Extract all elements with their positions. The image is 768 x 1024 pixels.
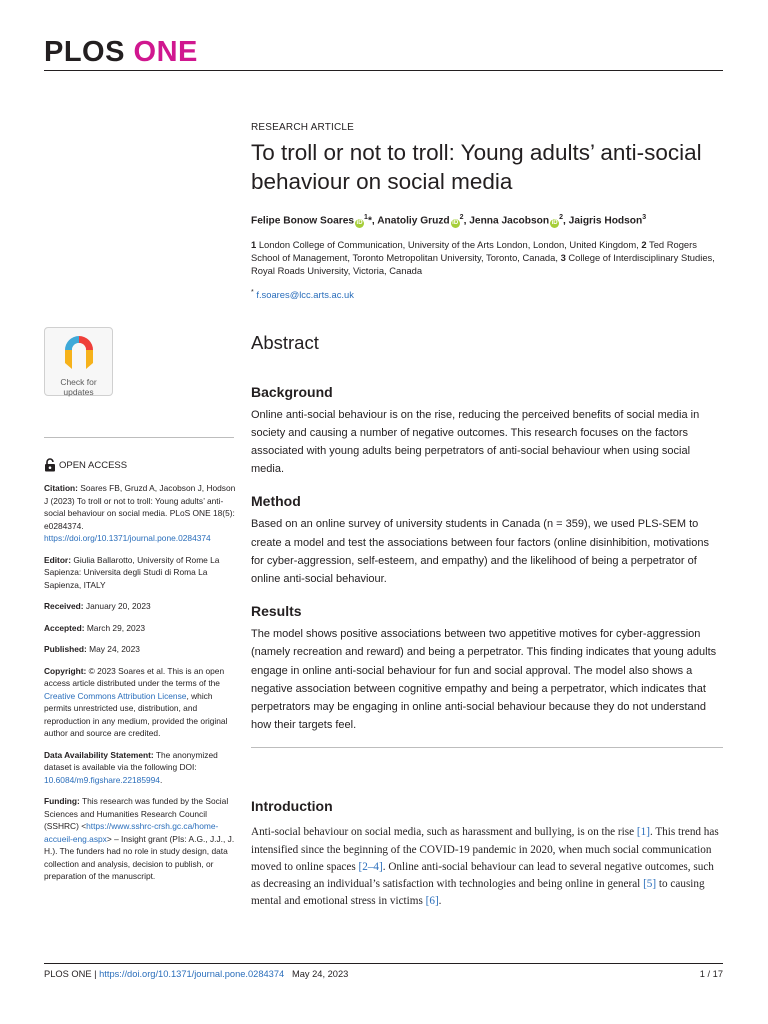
- footer-divider: [44, 963, 723, 964]
- reference-link[interactable]: [5]: [643, 877, 657, 890]
- data-availability-text: The anonymized dataset is available via the following DOI:: [44, 749, 218, 772]
- copyright-text: © 2023 Soares et al. This is an open access article distributed under the terms of the: [44, 665, 225, 688]
- author-affiliation-sup: 3: [642, 214, 647, 221]
- footer-doi-link[interactable]: https://doi.org/10.1371/journal.pone.0284374: [99, 969, 285, 979]
- header-divider: [44, 70, 723, 71]
- results-text: The model shows positive associations between two appetitive motives for cyber-aggression (namely recreation and reward) and being a perpetrator. This finding indicates that young adults engage in online anti-social behaviour for fun and social approval. The model also shows a negative association between cognitive empathy and being a perpetrator, which indicates that perpetrators may be engaging in online anti-social behaviour because they do not understand how their targets feel.: [251, 628, 717, 732]
- introduction-heading: Introduction: [251, 798, 333, 815]
- citation-doi-link[interactable]: https://doi.org/10.1371/journal.pone.0284374: [44, 533, 211, 543]
- author-name[interactable]: Anatoliy Gruzd: [377, 215, 450, 227]
- check-for-updates-button[interactable]: [44, 327, 113, 396]
- background-text: Online anti-social behaviour is on the rise, reducing the perceived benefits of social media in society and causing a number of negative outcomes. This research focuses on the factors associated with young adults being perpetrators of anti-social behaviour when using social media.: [251, 408, 700, 476]
- affiliation-number: 2: [641, 239, 647, 251]
- article-title: To troll or not to troll: Young adults’ anti-social behaviour on social media: [251, 140, 702, 194]
- footer-journal-name: PLOS ONE: [44, 969, 92, 979]
- check-label-line: Check for: [60, 377, 97, 387]
- affiliation-text: London College of Communication, University of the Arts London, London, United Kingdom,: [258, 239, 639, 251]
- author-affiliation-sup: 2: [459, 214, 464, 221]
- logo-one-text: ONE: [133, 36, 198, 68]
- affiliation-text: College of Interdisciplinary Studies, Royal Roads University, Victoria, Canada: [251, 252, 715, 277]
- footer-separator: |: [91, 969, 100, 979]
- journal-logo[interactable]: [44, 36, 198, 69]
- results-heading: Results: [251, 603, 302, 620]
- open-lock-icon: [44, 458, 56, 472]
- open-access-label: OPEN ACCESS: [59, 459, 128, 471]
- funding-text: This research was funded by the Social Sciences and Humanities Research Council (SSHRC) <: [44, 796, 229, 831]
- received-block: [44, 600, 236, 613]
- affiliation-number: 1: [251, 239, 257, 251]
- copyright-label: Copyright:: [44, 665, 87, 676]
- check-for-updates-label: [45, 377, 112, 397]
- crossmark-icon: [62, 333, 96, 371]
- orcid-icon[interactable]: iD: [356, 220, 363, 227]
- check-label-line: updates: [63, 387, 94, 397]
- main-column: [251, 118, 723, 910]
- published-block: [44, 643, 236, 656]
- received-date: January 20, 2023: [85, 601, 151, 611]
- funding-label: Funding:: [44, 796, 80, 806]
- sidebar-divider: [44, 437, 234, 438]
- article-metadata-sidebar: [44, 482, 236, 892]
- editor-text: Giulia Ballarotto, University of Rome La Sapienza: Universita degli Studi di Roma La Sapienza, ITALY: [44, 554, 220, 590]
- affiliations: [251, 238, 723, 277]
- intro-text-part: Anti-social behaviour on social media, such as harassment and bullying, is on the rise: [251, 826, 637, 839]
- citation-label: Citation:: [44, 483, 78, 493]
- method-heading: Method: [251, 493, 301, 510]
- orcid-icon[interactable]: iD: [551, 220, 558, 227]
- intro-text-part: .: [438, 895, 442, 908]
- dataset-doi-link[interactable]: 10.6084/m9.figshare.22185994: [44, 774, 160, 785]
- data-availability-block: [44, 749, 236, 787]
- background-heading: Background: [251, 383, 333, 400]
- accepted-date: March 29, 2023: [86, 622, 146, 633]
- funding-link[interactable]: https://www.sshrc-crsh.gc.ca/home-accueil-eng.aspx: [44, 821, 219, 844]
- method-text: Based on an online survey of university students in Canada (n = 359), we used PLS-SEM to create a model and test the associations between four factors (online disinhibition, motivations for cyber-aggression, self-esteem, and empathy) and the likelihood of being a perpetrator of online anti-social behaviour.: [251, 518, 709, 585]
- editor-label: Editor:: [44, 554, 71, 565]
- corresponding-email-link[interactable]: f.soares@lcc.arts.ac.uk: [256, 289, 354, 301]
- copyright-block: [44, 665, 236, 740]
- introduction-paragraph: [251, 824, 723, 910]
- funding-text: > – Insight grant (PIs: A.G., J.J., J. H.). The funders had no role in study design, data collection and analysis, decision to publish, or preparation of the manuscript.: [44, 833, 235, 881]
- abstract-divider: [251, 747, 723, 748]
- intro-text-part: to causing mental and emotional stress in victims: [251, 877, 705, 908]
- corresponding-email-line: [251, 289, 723, 300]
- published-date: May 24, 2023: [89, 644, 140, 654]
- license-link[interactable]: Creative Commons Attribution License: [44, 690, 187, 701]
- author-name[interactable]: Jenna Jacobson: [469, 215, 550, 227]
- orcid-icon[interactable]: iD: [452, 220, 459, 227]
- funding-block: [44, 795, 236, 883]
- corresponding-mark: *: [251, 289, 254, 297]
- editor-block: [44, 554, 236, 592]
- accepted-label: Accepted:: [44, 622, 85, 633]
- corresponding-author-mark: *: [367, 215, 372, 227]
- citation-text: Soares FB, Gruzd A, Jacobson J, Hodson J (2023) To troll or not to troll: Young adults’ anti-social behaviour on social media. PLoS ONE 18(5): e0284374.: [44, 483, 236, 531]
- article-type: RESEARCH ARTICLE: [251, 122, 355, 133]
- author-name[interactable]: Jaigris Hodson: [568, 215, 643, 227]
- author-list: Felipe Bonow Soares $iD^1*$, Anatoliy Gruzd $iD^2$, Jenna Jacobson $iD^2$, Jaigris Hodson$^3$: [251, 214, 647, 227]
- abstract-heading: Abstract: [251, 331, 319, 353]
- author-affiliation-sup: 1: [364, 214, 368, 221]
- published-label: Published:: [44, 644, 87, 654]
- author-name[interactable]: Felipe Bonow Soares: [251, 215, 355, 227]
- data-availability-label: Data Availability Statement:: [44, 749, 154, 760]
- logo-plos-text: PLOS: [44, 36, 125, 68]
- data-availability-end: .: [159, 774, 163, 785]
- accepted-block: [44, 622, 236, 635]
- reference-link[interactable]: [1]: [636, 826, 650, 839]
- open-access-badge: [44, 458, 127, 472]
- received-label: Received:: [44, 601, 84, 611]
- page-number: 1 / 17: [699, 969, 723, 979]
- intro-text-part: . Online anti-social behaviour can lead to several negative outcomes, such as decreasing an individual’s satisfaction with technologies and being online in general: [251, 860, 714, 890]
- reference-link[interactable]: [6]: [425, 895, 439, 908]
- footer-date: May 24, 2023: [291, 969, 349, 979]
- intro-text-part: . This trend has intensified since the beginning of the COVID-19 pandemic in 2020, when much social communication moved to online spaces: [251, 826, 719, 873]
- reference-link[interactable]: [2–4]: [358, 860, 383, 873]
- affiliation-number: 3: [560, 252, 566, 264]
- affiliation-text: Ted Rogers School of Management, Toronto Metropolitan University, Toronto, Canada,: [251, 239, 697, 264]
- footer-citation: [44, 969, 348, 979]
- copyright-text: , which permits unrestricted use, distribution, and reproduction in any medium, provided the original author and source are credited.: [44, 690, 228, 738]
- citation-block: [44, 482, 236, 545]
- author-affiliation-sup: 2: [559, 214, 563, 221]
